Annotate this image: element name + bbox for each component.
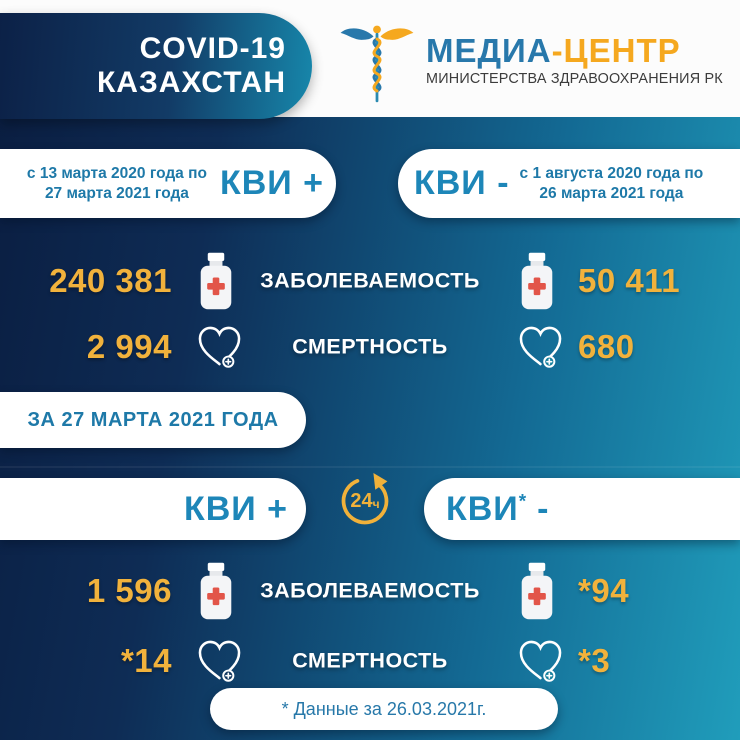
logo-title-media: МЕДИА [426, 32, 552, 69]
incidence-label: ЗАБОЛЕВАЕМОСТЬ [260, 268, 480, 293]
cumulative-mortality-row [0, 318, 740, 376]
period-line2: 27 марта 2021 года [44, 184, 189, 202]
kvi-positive-label: КВИ + [219, 164, 324, 202]
kvi-positive-period-pill [0, 149, 336, 218]
medicine-bottle-icon [517, 252, 557, 310]
24h-cycle-icon [337, 473, 393, 529]
logo-text [426, 20, 723, 87]
heart-plus-icon [196, 326, 243, 369]
date-banner-pill [0, 392, 306, 448]
24h-label: 24 ч [350, 489, 380, 512]
medicine-bottle-icon [196, 562, 236, 620]
incidence-negative-value: 50 411 [578, 262, 681, 299]
asterisk: * [518, 491, 528, 513]
kvi-positive-period [27, 164, 207, 204]
period-line1: с 13 марта 2020 года по [26, 164, 207, 182]
cumulative-incidence-row [0, 250, 740, 312]
daily-kvi-negative-label: КВИ* - [446, 489, 550, 528]
ministry-logo [338, 20, 723, 110]
date-banner-text: ЗА 27 МАРТА 2021 ГОДА [27, 408, 279, 431]
daily-kvi-negative-pill [424, 478, 740, 540]
daily-mortality-row [0, 632, 740, 690]
medicine-bottle-icon [196, 252, 236, 310]
period-line2: 26 марта 2021 года [539, 184, 684, 202]
daily-incidence-positive-value: 1 596 [86, 572, 172, 609]
daily-mortality-label: СМЕРТНОСТЬ [292, 648, 448, 673]
covid-badge-line2: КАЗАХСТАН [97, 66, 286, 99]
heart-plus-icon [196, 640, 243, 683]
logo-title [426, 34, 723, 67]
footnote-text: * Данные за 26.03.2021г. [281, 698, 487, 719]
kvi-negative-period [520, 164, 704, 204]
logo-title-center: -ЦЕНТР [551, 32, 681, 69]
period-line1: с 1 августа 2020 года по [519, 164, 704, 182]
daily-incidence-label: ЗАБОЛЕВАЕМОСТЬ [260, 578, 480, 603]
daily-incidence-negative-value: *94 [578, 572, 630, 609]
mortality-positive-value: 2 994 [86, 328, 172, 365]
daily-incidence-row [0, 560, 740, 622]
incidence-positive-value: 240 381 [49, 262, 172, 299]
heart-plus-icon [517, 326, 564, 369]
section-divider [0, 466, 740, 468]
medicine-bottle-icon [517, 562, 557, 620]
caduceus-icon [338, 20, 416, 110]
covid-badge-line1: COVID-19 [139, 32, 286, 66]
daily-kvi-positive-label: КВИ + [183, 489, 288, 528]
header-band [0, 0, 740, 117]
mortality-negative-value: 680 [578, 328, 635, 365]
daily-mortality-negative-value: *3 [578, 642, 611, 679]
heart-plus-icon [517, 640, 564, 683]
kvi-negative-label: КВИ - [414, 164, 510, 202]
daily-kvi-positive-pill [0, 478, 306, 540]
covid-badge [0, 13, 312, 119]
logo-subtitle: МИНИСТЕРСТВА ЗДРАВООХРАНЕНИЯ РК [426, 71, 723, 87]
daily-mortality-positive-value: *14 [120, 642, 172, 679]
kvi-negative-period-pill [398, 149, 740, 218]
mortality-label: СМЕРТНОСТЬ [292, 334, 448, 359]
footnote-pill [210, 688, 558, 730]
